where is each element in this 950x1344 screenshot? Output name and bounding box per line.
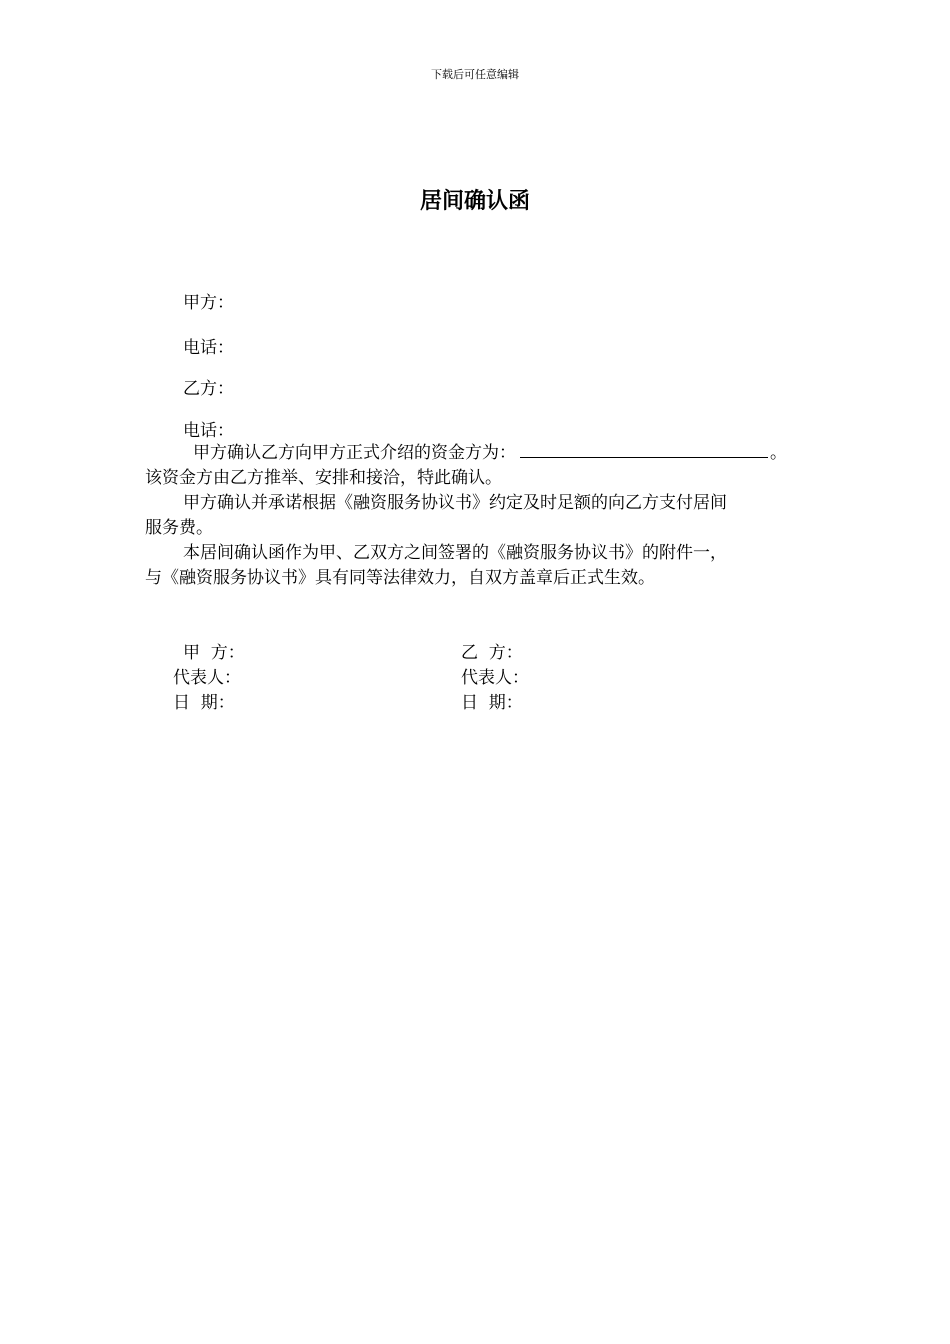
paragraph-1-line-1 <box>193 438 787 463</box>
paragraph-1-line-2: 该资金方由乙方推举、安排和接洽，特此确认。 <box>145 468 502 488</box>
paragraph-3-line-1: 本居间确认函作为甲、乙双方之间签署的《融资服务协议书》的附件一， <box>183 543 727 563</box>
fund-party-blank[interactable] <box>520 443 768 458</box>
paragraph-2-line-1: 甲方确认并承诺根据《融资服务协议书》约定及时足额的向乙方支付居间 <box>183 493 727 513</box>
signature-party-a: 甲 方： <box>183 643 245 663</box>
paragraph-1-prefix: 甲方确认乙方向甲方正式介绍的资金方为： <box>193 443 516 463</box>
field-party-b: 乙方： <box>183 379 234 399</box>
field-phone-a: 电话： <box>183 338 234 358</box>
document-title: 居间确认函 <box>419 188 530 214</box>
paragraph-2-line-2: 服务费。 <box>145 518 213 538</box>
field-phone-b: 电话： <box>183 421 234 441</box>
signature-rep-a: 代表人： <box>173 668 241 688</box>
paragraph-3-line-2: 与《融资服务协议书》具有同等法律效力，自双方盖章后正式生效。 <box>145 568 655 588</box>
field-party-a: 甲方： <box>183 293 234 313</box>
signature-date-a: 日 期： <box>173 693 235 713</box>
paragraph-1-suffix: 。 <box>770 443 787 463</box>
signature-party-b: 乙 方： <box>461 643 523 663</box>
signature-date-b: 日 期： <box>461 693 523 713</box>
signature-rep-b: 代表人： <box>461 668 529 688</box>
header-note: 下载后可任意编辑 <box>431 68 519 81</box>
